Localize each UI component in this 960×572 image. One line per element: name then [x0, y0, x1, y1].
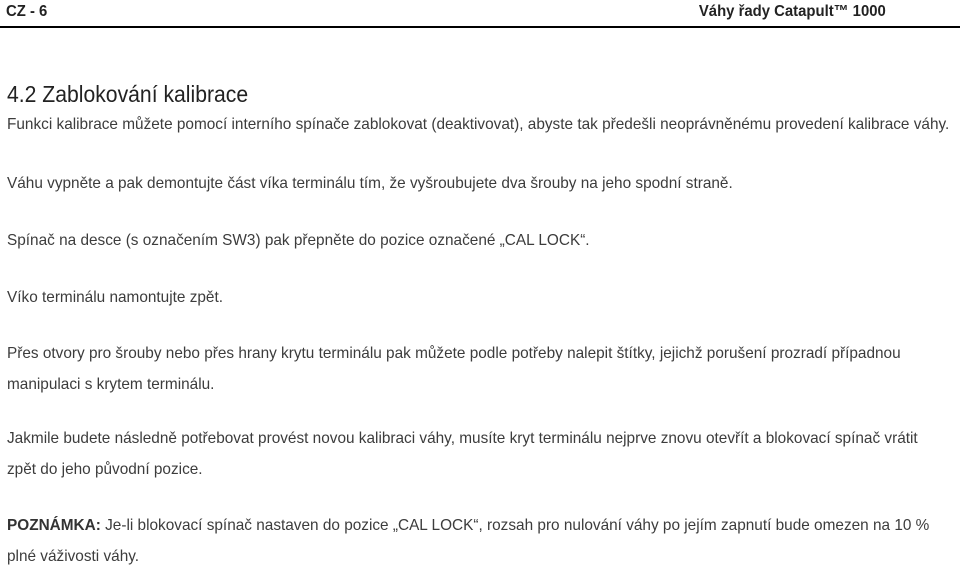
note-text: Je-li blokovací spínač nastaven do pozice „CAL LOCK“, rozsah pro nulování váhy po jejím zapnutí bude omezen na 10 %: [100, 517, 930, 534]
header-divider: [0, 26, 960, 28]
note-line: [7, 510, 929, 541]
paragraph-line: Víko terminálu namontujte zpět.: [7, 289, 224, 306]
paragraph-line: Spínač na desce (s označením SW3) pak přepněte do pozice označené „CAL LOCK“.: [7, 232, 590, 249]
note-line: plné váživosti váhy.: [7, 548, 140, 565]
paragraph-line: Váhu vypněte a pak demontujte část víka terminálu tím, že vyšroubujete dva šrouby na jeho spodní straně.: [7, 175, 733, 192]
page-number: CZ - 6: [6, 3, 48, 20]
note-label: POZNÁMKA:: [7, 517, 101, 534]
note-block: [7, 510, 929, 572]
paragraph-step-switch: [7, 225, 590, 256]
paragraph-step-remove-cover: [7, 168, 733, 199]
paragraph-intro: [7, 109, 949, 140]
paragraph-step-refit-cover: [7, 282, 223, 313]
paragraph-line: Funkci kalibrace můžete pomocí interního spínače zablokovat (deaktivovat), abyste tak předešli neoprávněnému provedení kalibrace váhy.: [7, 116, 950, 133]
paragraph-line: zpět do jeho původní pozice.: [7, 461, 203, 478]
page-header: [6, 0, 886, 24]
manual-title: Váhy řady Catapult™ 1000: [698, 3, 886, 20]
paragraph-line: Jakmile budete následně potřebovat provést novou kalibraci váhy, musíte kryt terminálu nejprve znovu otevřít a blokovací spínač vrátit: [7, 430, 918, 447]
paragraph-line: manipulaci s krytem terminálu.: [7, 376, 215, 393]
paragraph-seal-labels: [7, 338, 901, 400]
paragraph-line: Přes otvory pro šrouby nebo přes hrany krytu terminálu pak můžete podle potřeby nalepit štítky, jejichž porušení prozradí případnou: [7, 345, 901, 362]
paragraph-recalibration: [7, 423, 918, 485]
section-title: 4.2 Zablokování kalibrace: [7, 81, 249, 107]
